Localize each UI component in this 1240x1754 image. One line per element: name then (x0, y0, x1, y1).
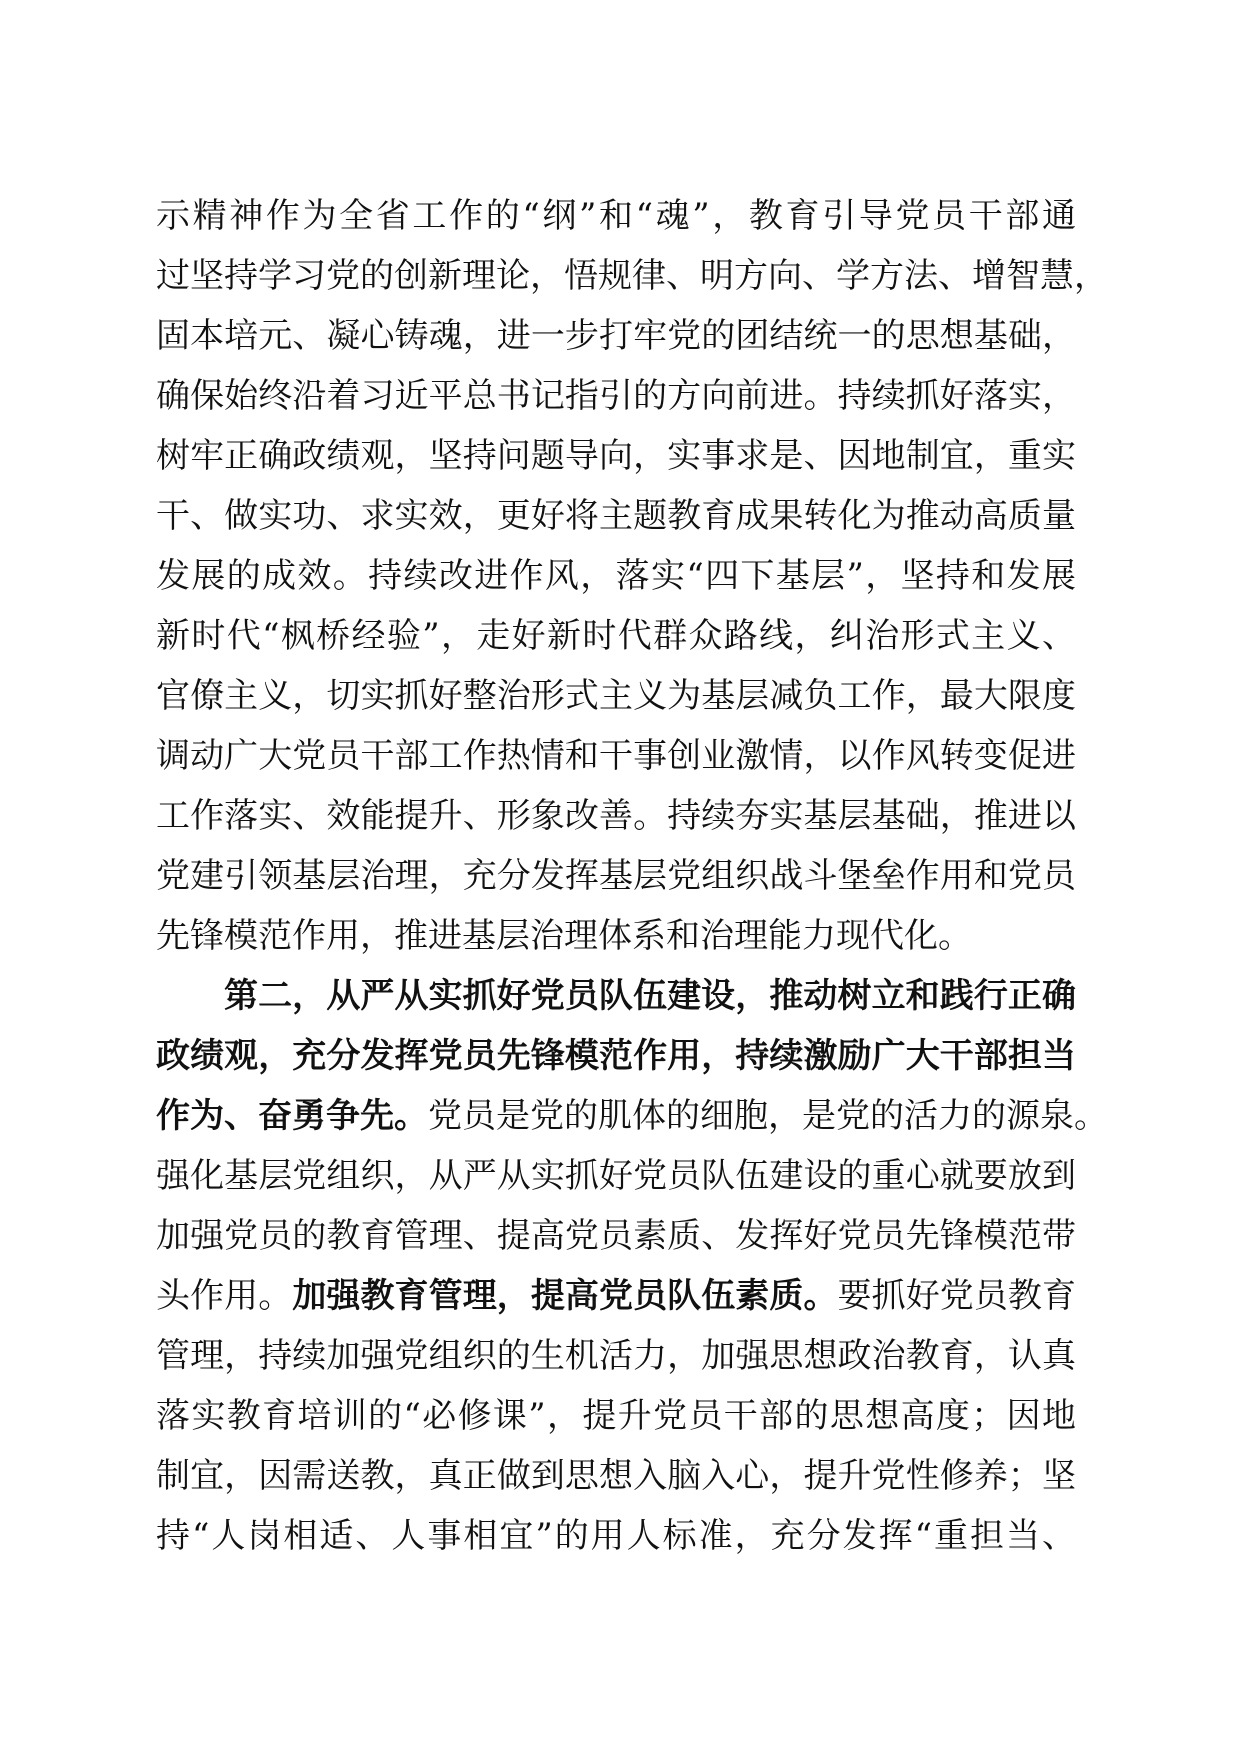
text-line (156, 846, 1076, 906)
text-line (156, 786, 1076, 846)
bold-text-segment: 政绩观，充分发挥党员先锋模范作用，持续激励广大干部担当 (156, 1036, 1076, 1076)
text-segment: 发展的成效。持续改进作风，落实“四下基层”，坚持和发展 (156, 556, 1076, 596)
text-segment: 要抓好党员教育 (837, 1276, 1077, 1316)
text-line (156, 1026, 1076, 1086)
text-line (156, 246, 1108, 306)
text-segment: 持“人岗相适、人事相宜”的用人标准，充分发挥“重担当、 (156, 1516, 1076, 1556)
text-line (156, 1266, 1076, 1326)
text-segment: 树牢正确政绩观，坚持问题导向，实事求是、因地制宜，重实 (156, 436, 1076, 476)
text-segment: 强化基层党组织，从严从实抓好党员队伍建设的重心就要放到 (156, 1156, 1076, 1196)
text-line (156, 906, 1076, 966)
text-line (156, 1086, 1108, 1146)
text-segment: 先锋模范作用，推进基层治理体系和治理能力现代化。 (156, 916, 972, 956)
text-line (156, 486, 1076, 546)
text-line (156, 186, 1076, 246)
bold-text-segment: 第二，从严从实抓好党员队伍建设，推动树立和践行正确 (224, 976, 1076, 1016)
text-segment: 固本培元、凝心铸魂，进一步打牢党的团结统一的思想基础， (156, 316, 1076, 356)
text-segment: 落实教育培训的“必修课”，提升党员干部的思想高度；因地 (156, 1396, 1076, 1436)
text-line (156, 1446, 1076, 1506)
text-segment: 调动广大党员干部工作热情和干事创业激情，以作风转变促进 (156, 736, 1076, 776)
text-line (156, 966, 1076, 1026)
text-segment: 工作落实、效能提升、形象改善。持续夯实基层基础，推进以 (156, 796, 1076, 836)
text-line (156, 666, 1076, 726)
bold-text-segment: 加强教育管理，提高党员队伍素质。 (292, 1276, 838, 1316)
text-line (156, 726, 1076, 786)
text-segment: 加强党员的教育管理、提高党员素质、发挥好党员先锋模范带 (156, 1216, 1076, 1256)
text-segment: 党建引领基层治理，充分发挥基层党组织战斗堡垒作用和党员 (156, 856, 1076, 896)
text-line (156, 426, 1076, 486)
text-line (156, 546, 1076, 606)
text-segment: 官僚主义，切实抓好整治形式主义为基层减负工作，最大限度 (156, 676, 1076, 716)
text-segment: 管理，持续加强党组织的生机活力，加强思想政治教育，认真 (156, 1336, 1076, 1376)
text-segment: 党员是党的肌体的细胞，是党的活力的源泉。 (428, 1096, 1108, 1136)
text-segment: 头作用。 (156, 1276, 293, 1316)
text-segment: 新时代“枫桥经验”，走好新时代群众路线，纠治形式主义、 (156, 616, 1076, 656)
text-segment: 确保始终沿着习近平总书记指引的方向前进。持续抓好落实， (156, 376, 1076, 416)
bold-text-segment: 作为、奋勇争先。 (156, 1096, 428, 1136)
text-line (156, 1386, 1076, 1446)
text-line (156, 1146, 1076, 1206)
body-text (156, 186, 1108, 1566)
text-line (156, 306, 1076, 366)
text-line (156, 1206, 1076, 1266)
text-line (156, 1506, 1076, 1566)
text-segment: 过坚持学习党的创新理论，悟规律、明方向、学方法、增智慧， (156, 256, 1108, 296)
text-line (156, 1326, 1076, 1386)
text-segment: 干、做实功、求实效，更好将主题教育成果转化为推动高质量 (156, 496, 1076, 536)
text-line (156, 366, 1076, 426)
text-line (156, 606, 1076, 666)
text-segment: 示精神作为全省工作的“纲”和“魂”，教育引导党员干部通 (156, 196, 1076, 236)
text-segment: 制宜，因需送教，真正做到思想入脑入心，提升党性修养；坚 (156, 1456, 1076, 1496)
